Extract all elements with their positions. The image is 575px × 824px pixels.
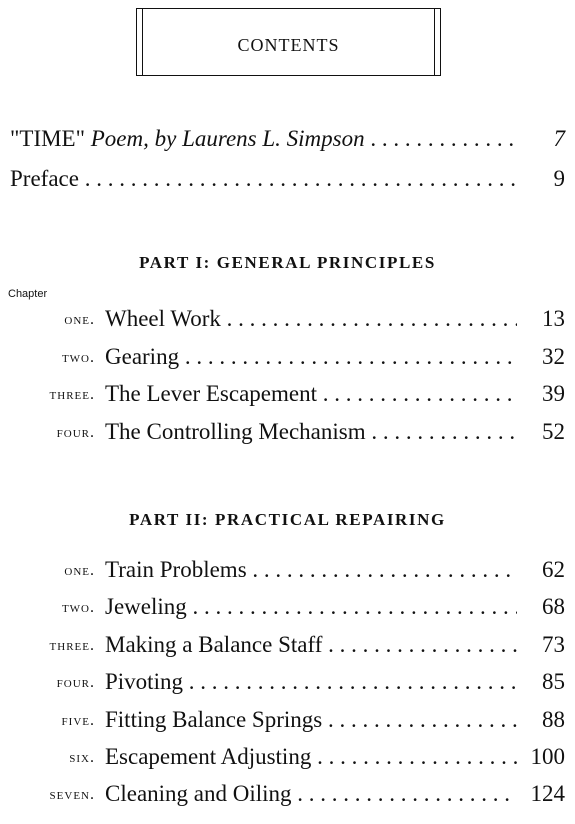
toc-chapter-entry[interactable]: [0, 306, 565, 338]
toc-chapter-entry[interactable]: [0, 381, 565, 413]
toc-entry-leader: [105, 781, 517, 807]
toc-chapter-entry[interactable]: [0, 632, 565, 664]
toc-chapter-entry[interactable]: [0, 594, 565, 626]
chapter-column-label: Chapter: [8, 288, 48, 300]
toc-entry-leader: [105, 306, 517, 332]
toc-entry-leader: [105, 669, 517, 695]
toc-entry-leader: [105, 594, 517, 620]
chapter-number: four.: [56, 424, 95, 441]
chapter-title: Fitting Balance Springs: [105, 707, 323, 732]
chapter-page: 52: [542, 419, 565, 444]
toc-entry-title: "TIME": [10, 126, 85, 151]
chapter-title: Making a Balance Staff: [105, 632, 323, 657]
chapter-page: 68: [542, 594, 565, 619]
chapter-page: 88: [542, 707, 565, 732]
toc-entry-leader: [105, 744, 517, 770]
toc-chapter-entry[interactable]: [0, 781, 565, 813]
toc-entry-leader: [10, 126, 519, 152]
toc-entry-leader: [105, 344, 517, 370]
part-heading-1: PART I: GENERAL PRINCIPLES: [139, 253, 436, 272]
chapter-title: Pivoting: [105, 669, 183, 694]
chapter-number: three.: [49, 386, 95, 403]
chapter-page: 85: [542, 669, 565, 694]
contents-heading: CONTENTS: [237, 35, 340, 55]
toc-entry-title: Preface: [10, 166, 79, 191]
toc-chapter-entry[interactable]: [0, 669, 565, 701]
toc-chapter-entry[interactable]: [0, 557, 565, 589]
toc-chapter-entry[interactable]: [0, 419, 565, 451]
chapter-number: four.: [56, 674, 95, 691]
chapter-title: The Lever Escapement: [105, 381, 317, 406]
toc-entry-subtitle: Poem, by Laurens L. Simpson: [90, 126, 365, 151]
chapter-title: Jeweling: [105, 594, 187, 619]
contents-title-box: [136, 8, 441, 76]
toc-entry-leader: [105, 381, 517, 407]
toc-entry-time-poem[interactable]: [10, 126, 565, 158]
toc-entry-leader: [105, 557, 517, 583]
toc-entry-leader: [10, 166, 519, 192]
chapter-page: 13: [542, 306, 565, 331]
chapter-title: Wheel Work: [105, 306, 221, 331]
toc-entry-page: 7: [553, 126, 565, 151]
chapter-title: Gearing: [105, 344, 180, 369]
chapter-number: one.: [64, 562, 95, 579]
toc-chapter-entry[interactable]: [0, 344, 565, 376]
chapter-number: one.: [64, 311, 95, 328]
chapter-page: 32: [542, 344, 565, 369]
chapter-title: Escapement Adjusting: [105, 744, 312, 769]
chapter-page: 124: [530, 781, 565, 806]
toc-chapter-entry[interactable]: [0, 707, 565, 739]
chapter-page: 62: [542, 557, 565, 582]
toc-entry-preface[interactable]: [10, 166, 565, 198]
chapter-number: seven.: [49, 786, 95, 803]
chapter-title: Cleaning and Oiling: [105, 781, 292, 806]
toc-chapter-entry[interactable]: [0, 744, 565, 776]
chapter-page: 73: [542, 632, 565, 657]
toc-entry-leader: [105, 419, 517, 445]
chapter-page: 100: [530, 744, 565, 769]
chapter-number: two.: [61, 349, 95, 366]
part-heading-2: PART II: PRACTICAL REPAIRING: [129, 510, 446, 529]
chapter-number: six.: [69, 749, 95, 766]
toc-entry-leader: [105, 707, 517, 733]
chapter-number: three.: [49, 637, 95, 654]
chapter-page: 39: [542, 381, 565, 406]
chapter-title: Train Problems: [105, 557, 247, 582]
chapter-number: two.: [61, 599, 95, 616]
toc-entry-leader: [105, 632, 517, 658]
chapter-number: five.: [61, 712, 95, 729]
toc-entry-page: 9: [553, 166, 565, 191]
chapter-title: The Controlling Mechanism: [105, 419, 366, 444]
